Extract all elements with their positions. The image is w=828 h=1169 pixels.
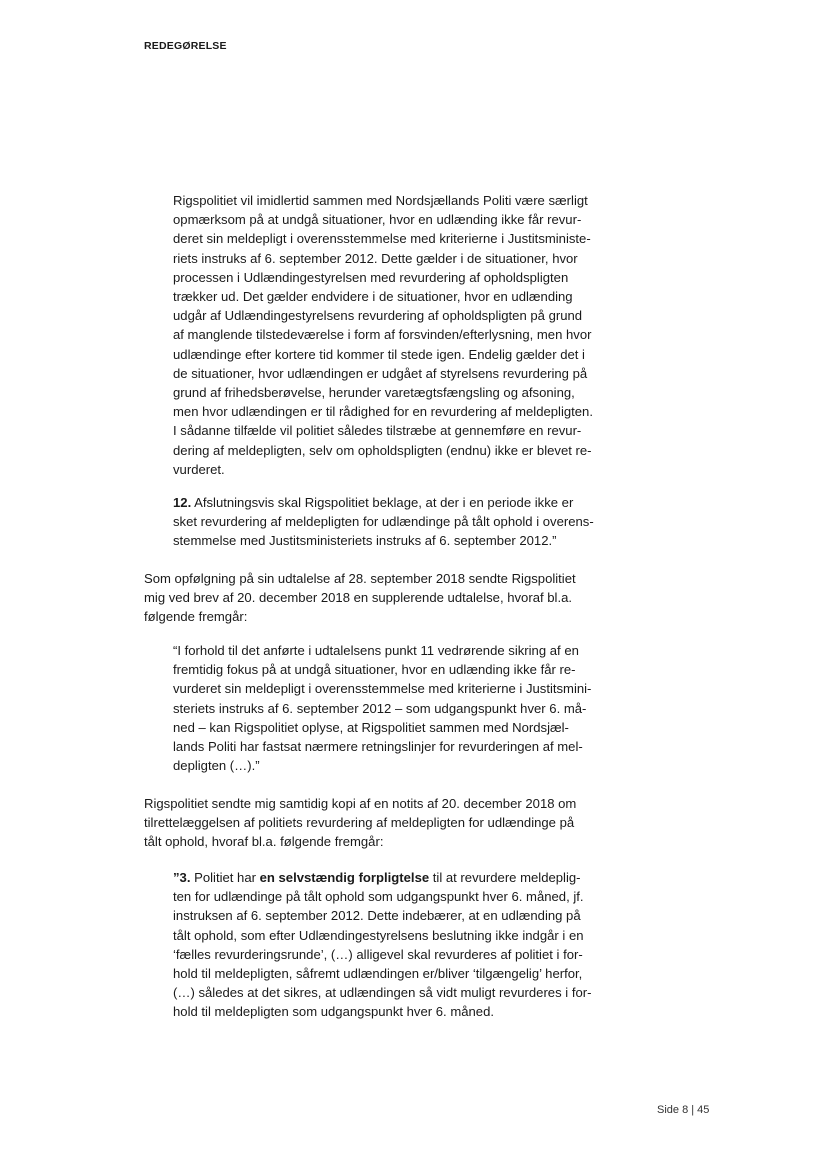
- text-line: mig ved brev af 20. december 2018 en supplerende udtalelse, hvoraf bl.a.: [144, 590, 573, 606]
- text-line: opmærksom på at undgå situationer, hvor en udlænding ikke får revur-: [173, 212, 582, 228]
- text-line: af manglende tilstedeværelse i form af forsvinden/efterlysning, men hvor: [173, 327, 592, 343]
- text-line: Rigspolitiet vil imidlertid sammen med Nordsjællands Politi være særligt: [173, 193, 588, 208]
- text-line: fremtidig fokus på at undgå situationer, hvor en udlænding ikke får re-: [173, 662, 576, 678]
- text-line: I sådanne tilfælde vil politiet således tilstræbe at gennemføre en revur-: [173, 423, 582, 439]
- text-line: ten for udlændinge på tålt ophold som udgangspunkt hver 6. måned, jf.: [173, 889, 584, 905]
- text-line: processen i Udlændingestyrelsen med revurdering af opholdspligten: [173, 269, 569, 285]
- text-line: tålt ophold, hvoraf bl.a. følgende fremgår:: [144, 834, 384, 850]
- text-line: tålt ophold, som efter Udlændingestyrelsens beslutning ikke indgår i en: [173, 927, 584, 943]
- body-paragraph-followup: [144, 569, 614, 627]
- text-line: instruksen af 6. september 2012. Dette indebærer, at en udlænding på: [173, 908, 581, 924]
- text-run: Politiet har: [190, 870, 260, 885]
- text-line: [173, 493, 621, 512]
- text-line: dering af meldepligten, selv om opholdspligten (endnu) ikke er blevet re-: [173, 442, 592, 458]
- text-line: vurderet sin meldepligt i overensstemmelse med kriterierne i Justitsmini-: [173, 681, 592, 697]
- text-line: Som opfølgning på sin udtalelse af 28. september 2018 sendte Rigspolitiet: [144, 571, 576, 586]
- text-run: Afslutningsvis skal Rigspolitiet beklage, at der i en periode ikke er: [191, 495, 574, 510]
- emphasis-text: en selvstændig forpligtelse: [259, 870, 430, 885]
- point-number: 12.: [173, 495, 192, 510]
- text-line: vurderet.: [173, 461, 225, 477]
- text-line: stemmelse med Justitsministeriets instruks af 6. september 2012.”: [173, 533, 557, 549]
- quote-paragraph-guidelines: [173, 641, 621, 775]
- text-line: sket revurdering af meldepligten for udlændinge på tålt ophold i overens-: [173, 514, 594, 530]
- text-line: riets instruks af 6. september 2012. Dette gælder i de situationer, hvor: [173, 250, 578, 266]
- text-line: de situationer, hvor udlændingen er udgået af styrelsens revurdering på: [173, 365, 588, 381]
- page-number: Side 8 | 45: [657, 1104, 710, 1116]
- text-line: “I forhold til det anførte i udtalelsens punkt 11 vedrørende sikring af en: [173, 643, 579, 658]
- text-line: steriets instruks af 6. september 2012 – som udgangspunkt hver 6. må-: [173, 700, 587, 716]
- text-line: lands Politi har fastsat nærmere retningslinjer for revurderingen af mel-: [173, 739, 583, 755]
- text-line: deret sin meldepligt i overensstemmelse med kriterierne i Justitsministe-: [173, 231, 591, 247]
- text-line: (…) således at det sikres, at udlændingen så vidt muligt revurderes i for-: [173, 985, 592, 1001]
- body-paragraph-notice: [144, 794, 614, 852]
- quote-paragraph-point-3: [173, 868, 621, 1022]
- point-number: ”3.: [173, 870, 191, 885]
- text-line: hold til meldepligten som udgangspunkt hver 6. måned.: [173, 1004, 494, 1020]
- document-header: REDEGØRELSE: [144, 40, 227, 52]
- text-line: ned – kan Rigspolitiet oplyse, at Rigspolitiet sammen med Nordsjæl-: [173, 719, 569, 735]
- text-line: [173, 868, 621, 887]
- text-line: hold til meldepligten, såfremt udlændingen er/bliver ‘tilgængelig’ herfor,: [173, 966, 583, 982]
- text-line: tilrettelæggelsen af politiets revurdering af meldepligten for udlændinge på: [144, 815, 575, 831]
- quote-paragraph-point-12: [173, 493, 621, 551]
- text-line: depligten (…).”: [173, 758, 260, 774]
- text-line: grund af frihedsberøvelse, herunder varetægtsfængsling og afsoning,: [173, 385, 575, 401]
- text-line: Rigspolitiet sendte mig samtidig kopi af en notits af 20. december 2018 om: [144, 796, 577, 811]
- quote-paragraph-police-attention: [173, 191, 621, 479]
- text-line: følgende fremgår:: [144, 609, 248, 625]
- text-line: udgår af Udlændingestyrelsens revurdering af opholdspligten på grund: [173, 308, 583, 324]
- text-line: udlændinge efter kortere tid kommer til stede igen. Endelig gælder det i: [173, 346, 585, 362]
- text-line: ‘fælles revurderingsrunde’, (…) alligevel skal revurderes af politiet i for-: [173, 946, 583, 962]
- text-line: men hvor udlændingen er til rådighed for en revurdering af meldepligten.: [173, 404, 593, 420]
- text-run: til at revurdere meldeplig-: [429, 870, 581, 885]
- text-line: trækker ud. Det gælder endvidere i de situationer, hvor en udlænding: [173, 289, 573, 305]
